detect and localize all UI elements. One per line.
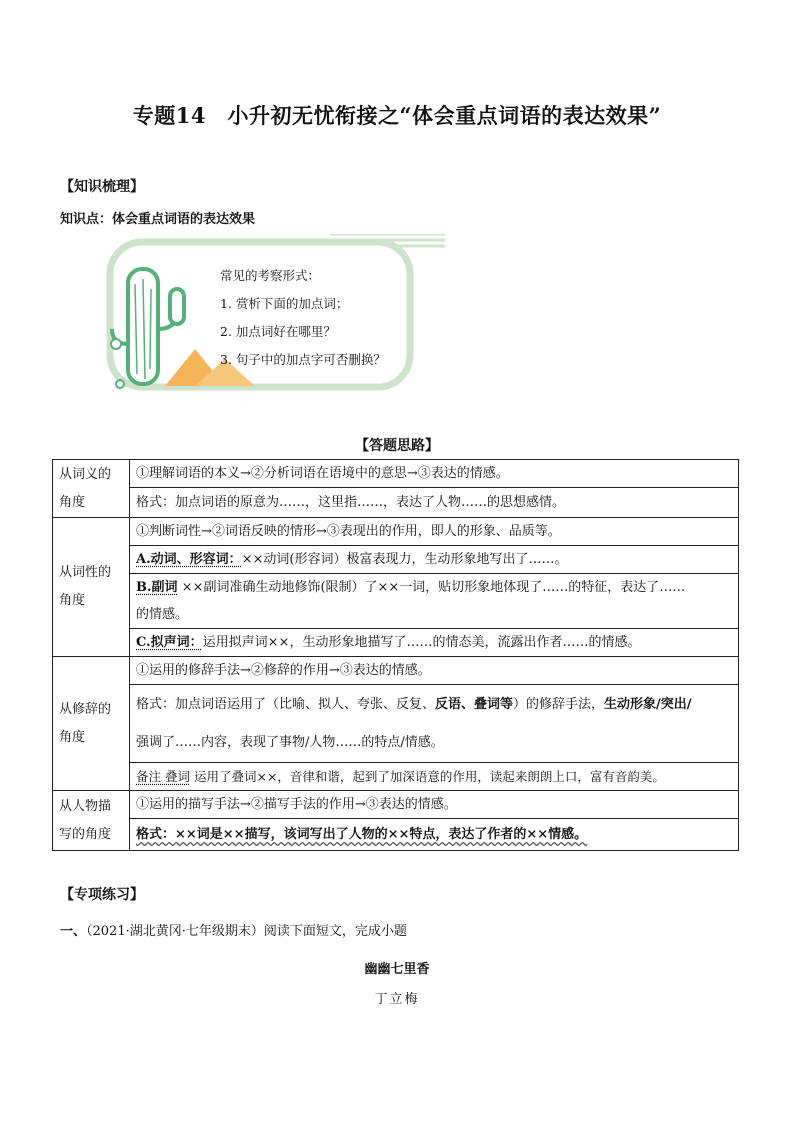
- text-part-bold: 反语、叠词等: [435, 696, 514, 712]
- section-heading-approach: 【答题思路】: [355, 438, 439, 454]
- card-item-2: 2. 加点词好在哪里？: [220, 324, 336, 339]
- table-cell: [130, 629, 739, 657]
- category-cell: 从词义的角度: [53, 460, 130, 518]
- pos-text: ××动词(形容词）极富表现力，生动形象地写出了……。: [241, 552, 568, 567]
- table-row: [53, 488, 739, 518]
- text-part: 强调了……内容，表现了事物/人物……的特点/情感。: [136, 734, 444, 750]
- pos-text: ××副词准确生动地修饰(限制）了××一词，贴切形象地体现了……的特征，表达了……: [181, 580, 686, 595]
- table-row: [53, 629, 739, 657]
- approach-table: [52, 459, 739, 851]
- table-row: [53, 685, 739, 763]
- note-text: 运用了叠词××，音律和谐，起到了加深语意的作用，读起来朗朗上口，富有音韵美。: [193, 769, 665, 784]
- table-cell: [130, 546, 739, 574]
- table-cell: ①理解词语的本义→②分析词语在语境中的意思→③表达的情感。: [130, 460, 739, 488]
- table-row: [53, 574, 739, 629]
- knowledge-point: 知识点：体会重点词语的表达效果: [60, 212, 256, 227]
- article-title: 幽幽七里香: [364, 962, 430, 977]
- table-cell: [130, 574, 739, 629]
- pos-label: A.动词、形容词：: [136, 552, 242, 567]
- section-heading-practice: 【专项练习】: [60, 887, 144, 903]
- text-part: 格式：加点词语运用了（比喻、拟人、夸张、反复、: [136, 696, 436, 712]
- section-heading-knowledge: 【知识梳理】: [60, 179, 144, 195]
- text-part: ）的修辞手法，: [513, 696, 605, 712]
- table-row: [53, 819, 739, 851]
- question-1: [60, 920, 407, 939]
- table-cell: ①运用的修辞手法→②修辞的作用→③表达的情感。: [130, 657, 739, 685]
- table-row: [53, 791, 739, 819]
- table-cell: [130, 763, 739, 791]
- table-row: [53, 518, 739, 546]
- format-text: 格式：××词是××描写，该词写出了人物的××特点，表达了作者的××情感。: [136, 827, 588, 842]
- table-cell: 格式：加点词语的原意为……，这里指……，表达了人物……的思想感情。: [130, 488, 739, 518]
- card-item-3: 3. 句子中的加点字可否删换？: [220, 352, 386, 367]
- pos-label: B.副词: [136, 580, 178, 595]
- table-cell: [130, 685, 739, 763]
- table-row: [53, 763, 739, 791]
- table-row: [53, 657, 739, 685]
- card-intro: 常见的考察形式：: [220, 268, 321, 283]
- pos-text-cont: 的情感。: [136, 607, 189, 622]
- card-item-1: 1. 赏析下面的加点词；: [220, 296, 349, 311]
- question-text: （2021·湖北黄冈·七年级期末）阅读下面短文，完成小题: [86, 924, 407, 939]
- table-cell: ①运用的描写手法→②描写手法的作用→③表达的情感。: [130, 791, 739, 819]
- category-cell: 从修辞的角度: [53, 657, 130, 791]
- knowledge-card: [110, 242, 415, 392]
- pos-label: C.拟声词：: [136, 635, 203, 650]
- table-row: [53, 460, 739, 488]
- pos-text: 运用拟声词××，生动形象地描写了……的情态美，流露出作者……的情感。: [202, 635, 641, 650]
- question-number: 一、: [60, 924, 87, 939]
- page-title: 专题14 小升初无忧衔接之“体会重点词语的表达效果”: [132, 103, 662, 128]
- table-cell: [130, 819, 739, 851]
- text-part-bold: 生动形象/突出/: [604, 696, 692, 712]
- article-author: 丁立梅: [374, 992, 420, 1007]
- category-cell: 从词性的角度: [53, 518, 130, 657]
- table-row: [53, 546, 739, 574]
- table-cell: ①判断词性→②词语反映的情形→③表现出的作用，即人的形象、品质等。: [130, 518, 739, 546]
- note-label: 备注 叠词: [136, 769, 190, 784]
- category-cell: 从人物描写的角度: [53, 791, 130, 851]
